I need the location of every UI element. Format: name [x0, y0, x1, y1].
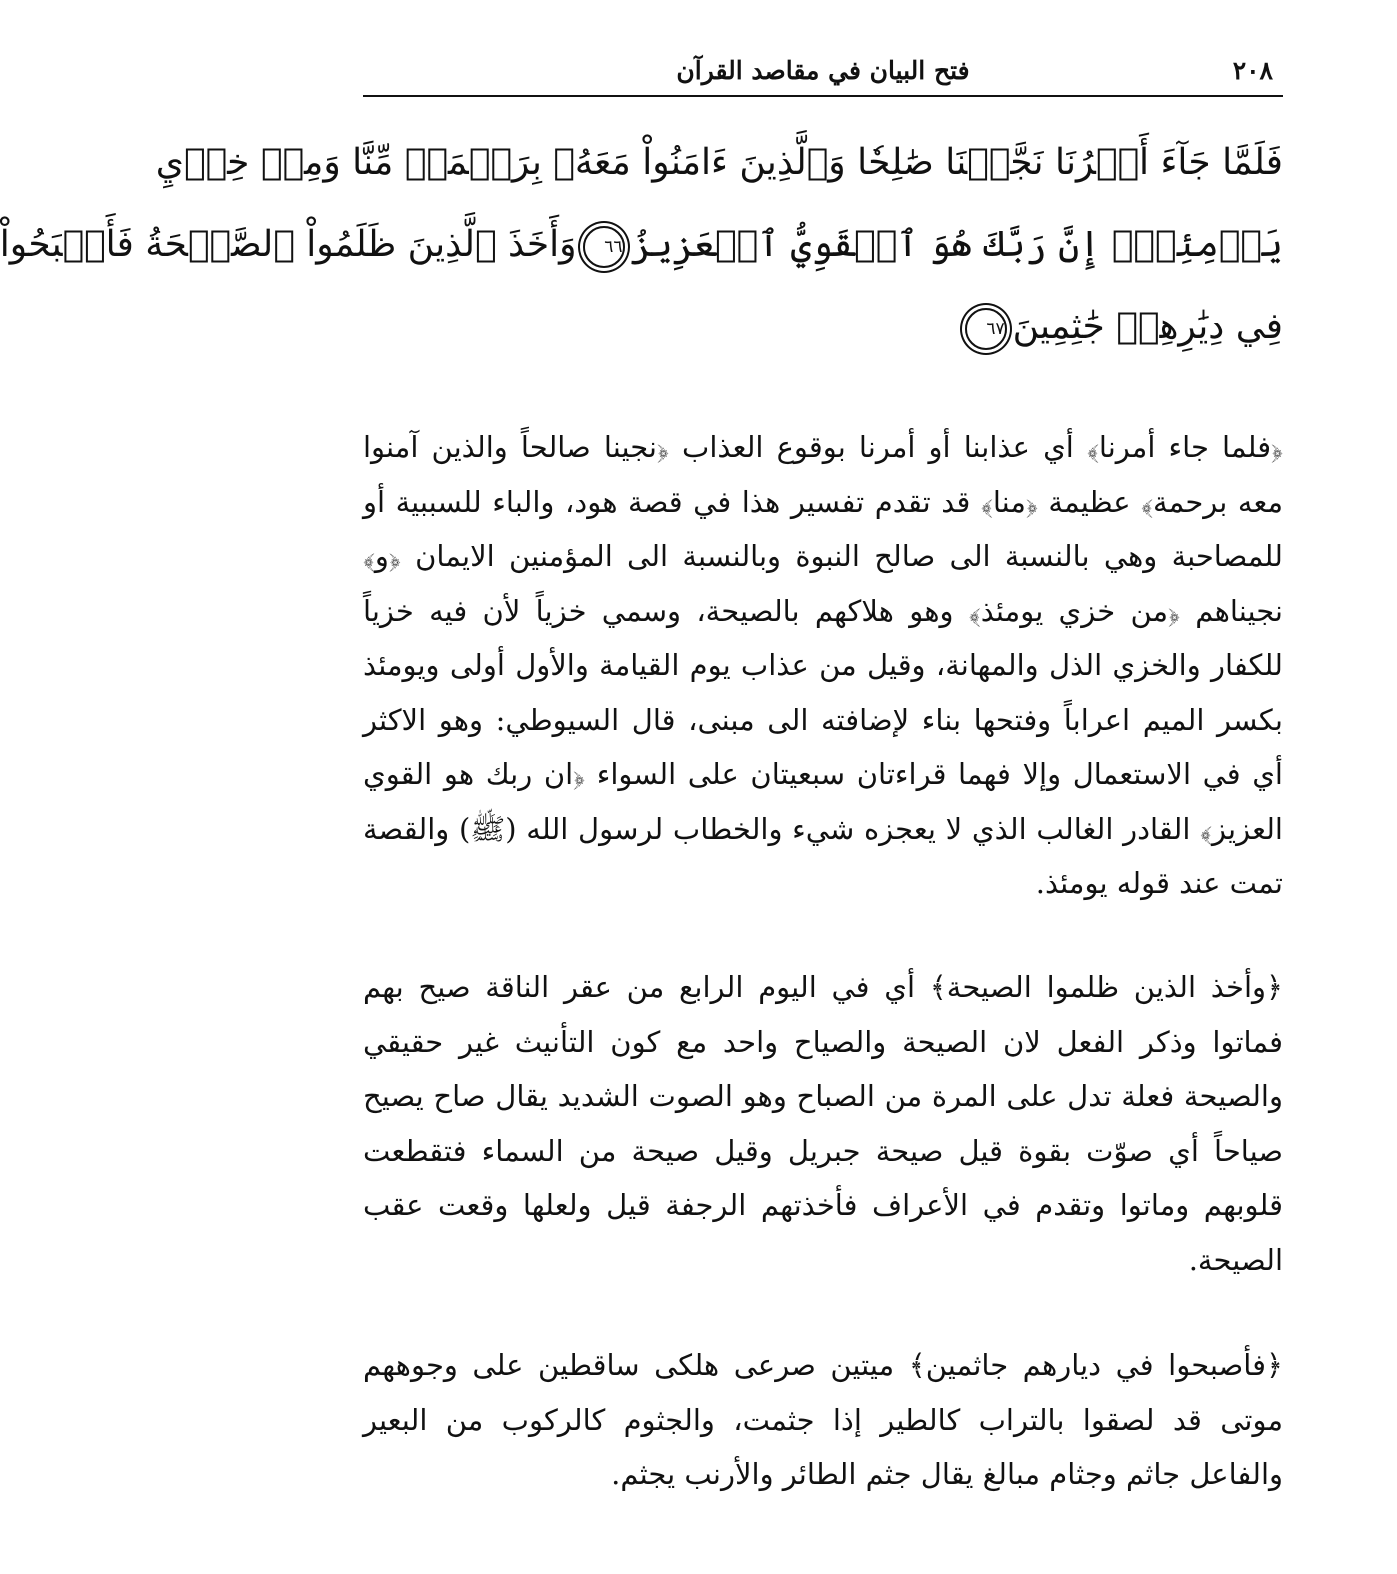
quran-line-3: فِي دِيَٰرِهِمۡ جَٰثِمِينَ٦٧: [363, 286, 1283, 368]
paragraph-text: ﴿وأخذ الذين ظلموا الصيحة﴾ أي في اليوم الرابع من عقر الناقة صيح بهم فماتوا وذكر الفعل لان الصيحة والصياح واحد مع كون التأنيث غير حقيقي والصيحة فعلة تدل على المرة من الصباح وهو الصوت الشديد يقال صاح يصيح صياحاً أي صوّت بقوة قيل صيحة جبريل وقيل صيحة من السماء فتقطعت قلوبهم وماتوا وتقدم في الأعراف فأخذتهم الرجفة قيل ولعلها وقعت عقب الصيحة.: [363, 970, 1283, 1277]
ayah-marker-67: ٦٧: [965, 308, 1007, 350]
quran-line-1: فَلَمَّا جَآءَ أَمۡرُنَا نَجَّيۡنَا صَٰلِحٗا وَٱلَّذِينَ ءَامَنُواْ مَعَهُۥ بِرَحۡمَةٖ مِّنَّا وَمِنۡ خِزۡيِ: [155, 142, 1283, 183]
commentary-paragraph-1: [363, 420, 1283, 911]
ayah-marker-66: ٦٦: [583, 226, 625, 268]
book-title: فتح البيان في مقاصد القرآن: [676, 56, 970, 85]
commentary-paragraph-3: [363, 1338, 1283, 1502]
paragraph-text: ﴿فأصبحوا في ديارهم جاثمين﴾ ميتين صرعى هلكى ساقطين على وجوههم موتى قد لصقوا بالتراب كالطير إذا جثمت، والجثوم كالركوب من البعير والفاعل جاثم وجثام مبالغ يقال جثم الطائر والأرنب يجثم.: [363, 1348, 1284, 1491]
page-header: [363, 52, 1283, 92]
header-divider: [363, 95, 1283, 97]
commentary-paragraph-2: [363, 960, 1283, 1287]
page-number: ٢٠٨: [1232, 56, 1273, 85]
quran-line-2: يَوۡمِئِذٍۚ إِنَّ رَبَّكَ هُوَ ٱلۡقَوِيُّ ٱلۡعَزِيزُ٦٦وَأَخَذَ ٱلَّذِينَ ظَلَمُواْ ٱلصَّيۡحَةُ فَأَصۡبَحُواْ: [363, 204, 1283, 286]
quran-verses: [0, 122, 1283, 368]
paragraph-text: ﴿فلما جاء أمرنا﴾ أي عذابنا أو أمرنا بوقوع العذاب ﴿نجينا صالحاً والذين آمنوا معه برحمة﴾ عظيمة ﴿منا﴾ قد تقدم تفسير هذا في قصة هود، والباء للسببية أو للمصاحبة وهي بالنسبة الى صالح النبوة وبالنسبة الى المؤمنين الايمان ﴿و﴾ نجيناهم ﴿من خزي يومئذ﴾ وهو هلاكهم بالصيحة، وسمي خزياً لأن فيه خزياً للكفار والخزي الذل والمهانة، وقيل من عذاب يوم القيامة والأول أولى ويومئذ بكسر الميم اعراباً وفتحها بناء لإضافته الى مبنى، قال السيوطي: وهو الاكثر أي في الاستعمال وإلا فهما قراءتان سبعيتان على السواء ﴿ان ربك هو القوي العزيز﴾ القادر الغالب الذي لا يعجزه شيء والخطاب لرسول الله (ﷺ) والقصة تمت عند قوله يومئذ.: [363, 430, 1283, 900]
